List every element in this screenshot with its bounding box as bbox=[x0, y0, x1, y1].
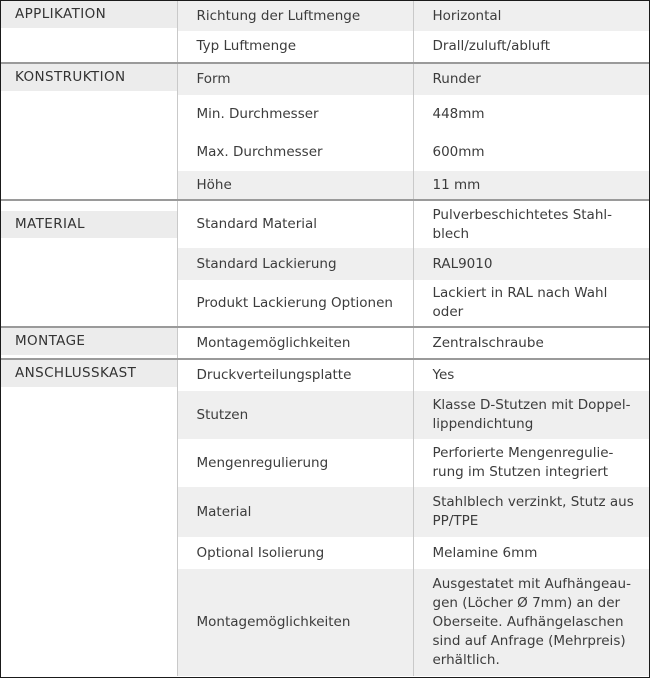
spec-value: Drall/zuluft/abluft bbox=[432, 38, 551, 54]
spec-table bbox=[1, 1, 649, 676]
section-title-anschlusskast: ANSCHLUSSKAST bbox=[1, 359, 177, 676]
spec-value: Lackiert in RAL nach Wahl oder bbox=[432, 285, 608, 320]
spec-key: Form bbox=[177, 63, 413, 95]
spec-value: Yes bbox=[413, 359, 649, 391]
spec-key: Montagemöglichkeiten bbox=[177, 327, 413, 359]
spec-key: Typ Luftmenge bbox=[177, 31, 413, 63]
spec-value: Horizontal bbox=[413, 1, 649, 31]
spec-value: Runder bbox=[413, 63, 649, 95]
spec-value: 448mm bbox=[432, 105, 485, 122]
spec-value: Ausgestatet mit Aufhängeau-gen (Löcher Ø 7mm) an der Oberseite. Aufhängelaschen sind auf Anfrage (Mehrpreis) erhältlich. bbox=[413, 569, 649, 676]
spec-value: Melamine 6mm bbox=[432, 544, 538, 561]
section-title-applikation: APPLIKATION bbox=[1, 1, 177, 63]
table-row bbox=[1, 359, 649, 391]
spec-key: Min. Durchmesser bbox=[177, 95, 413, 133]
table-row bbox=[1, 200, 649, 248]
section-title-material: MATERIAL bbox=[1, 200, 177, 327]
section-title-montage: MONTAGE bbox=[1, 327, 177, 359]
spec-value: Pulverbeschichtetes Stahl-blech bbox=[413, 200, 649, 248]
spec-key: Max. Durchmesser bbox=[177, 133, 413, 171]
spec-key: Standard Material bbox=[177, 200, 413, 248]
spec-key: Standard Lackierung bbox=[177, 248, 413, 280]
spec-key: Richtung der Luftmenge bbox=[177, 1, 413, 31]
table-row bbox=[1, 1, 649, 31]
spec-value: Stahlblech verzinkt, Stutz aus PP/TPE bbox=[413, 487, 649, 537]
spec-value: Perforierte Mengenregulie-rung im Stutzen integriert bbox=[432, 445, 614, 480]
spec-value: 600mm bbox=[432, 143, 485, 160]
spec-key: Stutzen bbox=[177, 391, 413, 439]
table-row bbox=[1, 63, 649, 95]
spec-key: Montagemöglichkeiten bbox=[177, 569, 413, 676]
section-title-konstruktion: KONSTRUKTION bbox=[1, 63, 177, 200]
spec-key: Mengenregulierung bbox=[177, 439, 413, 487]
spec-value: Klasse D-Stutzen mit Doppel-lippendichtung bbox=[413, 391, 649, 439]
spec-value: Zentralschraube bbox=[413, 327, 649, 359]
spec-key: Druckverteilungsplatte bbox=[177, 359, 413, 391]
table-row bbox=[1, 327, 649, 359]
spec-value: RAL9010 bbox=[413, 248, 649, 280]
spec-value: 11 mm bbox=[413, 171, 649, 200]
spec-key: Produkt Lackierung Optionen bbox=[177, 280, 413, 327]
spec-key: Höhe bbox=[177, 171, 413, 200]
spec-key: Material bbox=[177, 487, 413, 537]
spec-key: Optional Isolierung bbox=[177, 537, 413, 569]
